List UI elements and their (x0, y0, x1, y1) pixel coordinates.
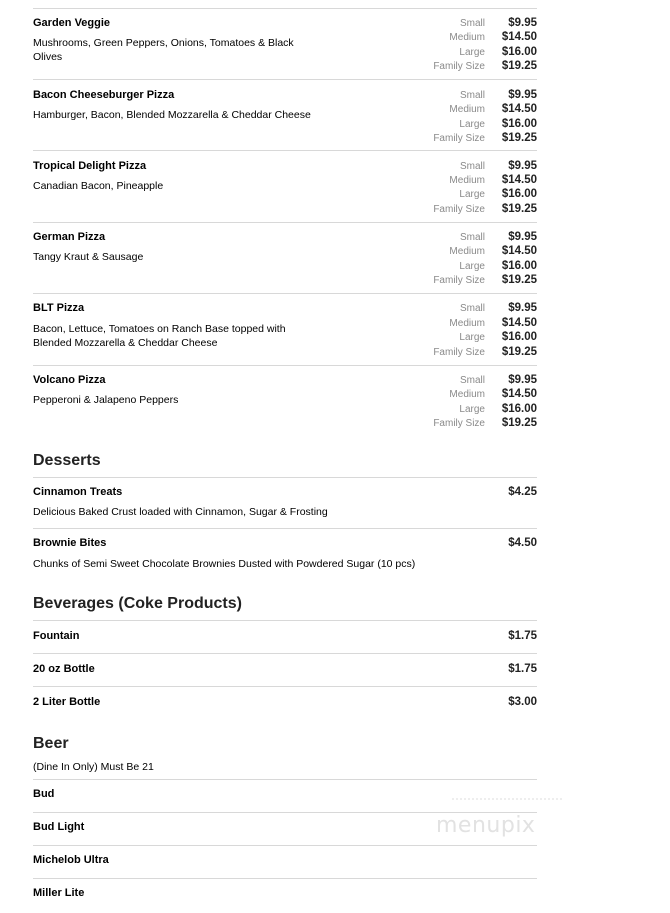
section-note: (Dine In Only) Must Be 21 (33, 761, 154, 773)
size-price: $14.50 (501, 31, 537, 43)
divider (33, 8, 537, 9)
size-price-row (393, 188, 537, 202)
size-label: Large (459, 47, 485, 58)
menu-item-2-liter-bottle (33, 696, 537, 716)
item-price: $1.75 (508, 630, 537, 642)
size-price-row (393, 132, 537, 146)
size-price: $9.95 (508, 160, 537, 172)
size-price: $14.50 (501, 245, 537, 257)
divider (33, 620, 537, 621)
item-description: Bacon, Lettuce, Tomatoes on Ranch Base topped with Blended Mozzarella & Cheddar Cheese (33, 323, 286, 349)
size-price-row (393, 103, 537, 117)
size-price: $16.00 (501, 46, 537, 58)
size-price: $14.50 (501, 174, 537, 186)
size-price-row (393, 31, 537, 45)
size-label: Small (459, 90, 485, 101)
size-price: $16.00 (501, 331, 537, 343)
size-label: Medium (449, 389, 485, 400)
item-description: Pepperoni & Jalapeno Peppers (33, 394, 179, 406)
size-price-row (393, 203, 537, 217)
item-description: Delicious Baked Crust loaded with Cinnamon, Sugar & Frosting (33, 506, 328, 518)
size-label: Large (459, 332, 485, 343)
size-price: $9.95 (508, 374, 537, 386)
size-price-row (393, 260, 537, 274)
size-price: $9.95 (508, 302, 537, 314)
size-price-row (393, 374, 537, 388)
item-description: Canadian Bacon, Pineapple (33, 180, 164, 192)
size-price: $14.50 (501, 103, 537, 115)
divider (33, 150, 537, 151)
item-name: Fountain (33, 630, 80, 642)
menu-item-garden-veggie (33, 17, 537, 77)
size-label: Family Size (433, 133, 485, 144)
size-price: $16.00 (501, 118, 537, 130)
item-price: $4.50 (508, 537, 537, 549)
section-title-beverages: Beverages (Coke Products) (33, 595, 242, 612)
size-price-row (393, 403, 537, 417)
size-price-row (393, 274, 537, 288)
size-label: Small (459, 375, 485, 386)
item-name: Bud Light (33, 821, 85, 833)
size-price-row (393, 245, 537, 259)
item-name: 20 oz Bottle (33, 663, 95, 675)
size-price-row (393, 317, 537, 331)
size-label: Large (459, 404, 485, 415)
size-price-row (393, 89, 537, 103)
size-price: $19.25 (501, 417, 537, 429)
size-label: Family Size (433, 204, 485, 215)
size-label: Medium (449, 246, 485, 257)
divider (33, 528, 537, 529)
size-price-row (393, 174, 537, 188)
size-price: $19.25 (501, 60, 537, 72)
size-label: Large (459, 189, 485, 200)
size-label: Family Size (433, 418, 485, 429)
size-price: $19.25 (501, 346, 537, 358)
watermark-decoration (452, 798, 562, 808)
size-price-row (393, 331, 537, 345)
size-price: $9.95 (508, 89, 537, 101)
size-price-row (393, 388, 537, 402)
size-price-row (393, 17, 537, 31)
size-label: Small (459, 232, 485, 243)
size-price-row (393, 346, 537, 360)
size-label: Small (459, 303, 485, 314)
item-name: Cinnamon Treats (33, 486, 123, 498)
item-name: Bacon Cheeseburger Pizza (33, 89, 175, 101)
item-name: Tropical Delight Pizza (33, 160, 147, 172)
divider (33, 779, 537, 780)
divider (33, 878, 537, 879)
divider (33, 653, 537, 654)
size-label: Family Size (433, 347, 485, 358)
size-price-row (393, 46, 537, 60)
section-title-desserts: Desserts (33, 452, 101, 469)
size-price: $19.25 (501, 132, 537, 144)
size-price-row (393, 60, 537, 74)
size-price: $9.95 (508, 17, 537, 29)
size-label: Medium (449, 318, 485, 329)
menu-item-bacon-cheeseburger-pizza (33, 89, 537, 149)
size-label: Small (459, 161, 485, 172)
size-label: Family Size (433, 275, 485, 286)
size-price: $16.00 (501, 188, 537, 200)
watermark-logo: menupix (436, 813, 536, 838)
item-name: Garden Veggie (33, 17, 111, 29)
size-price-row (393, 231, 537, 245)
divider (33, 686, 537, 687)
size-label: Medium (449, 104, 485, 115)
item-name: Miller Lite (33, 887, 85, 899)
size-price: $16.00 (501, 403, 537, 415)
divider (33, 79, 537, 80)
item-name: Michelob Ultra (33, 854, 109, 866)
item-description: Hamburger, Bacon, Blended Mozzarella & Cheddar Cheese (33, 109, 311, 121)
size-label: Large (459, 119, 485, 130)
item-description: Tangy Kraut & Sausage (33, 251, 144, 263)
size-label: Family Size (433, 61, 485, 72)
item-price: $4.25 (508, 486, 537, 498)
menu-item-german-pizza (33, 231, 537, 291)
item-name: German Pizza (33, 231, 106, 243)
menu-item-brownie-bites (33, 537, 537, 573)
menu-item-tropical-delight-pizza (33, 160, 537, 220)
divider (33, 293, 537, 294)
size-price-row (393, 160, 537, 174)
item-name: Bud (33, 788, 55, 800)
size-label: Medium (449, 32, 485, 43)
size-price: $19.25 (501, 203, 537, 215)
menu-item-blt-pizza (33, 302, 537, 362)
item-name: 2 Liter Bottle (33, 696, 101, 708)
item-price: $3.00 (508, 696, 537, 708)
menu-item-cinnamon-treats (33, 486, 537, 522)
size-price-row (393, 302, 537, 316)
section-title-beer: Beer (33, 735, 69, 752)
size-price: $9.95 (508, 231, 537, 243)
cut-off-previous-item (428, 0, 536, 4)
menu-item-volcano-pizza (33, 374, 537, 434)
item-name: Volcano Pizza (33, 374, 106, 386)
menu-item-20-oz-bottle (33, 663, 537, 683)
size-price-row (393, 118, 537, 132)
size-label: Small (459, 18, 485, 29)
divider (33, 477, 537, 478)
size-price: $16.00 (501, 260, 537, 272)
menu-item-michelob-ultra (33, 854, 537, 874)
size-price: $14.50 (501, 317, 537, 329)
divider (33, 365, 537, 366)
size-price-row (393, 417, 537, 431)
item-description: Mushrooms, Green Peppers, Onions, Tomatoes & Black Olives (33, 37, 294, 63)
size-price: $14.50 (501, 388, 537, 400)
item-name: BLT Pizza (33, 302, 85, 314)
divider (33, 222, 537, 223)
size-label: Large (459, 261, 485, 272)
menu-item-fountain (33, 630, 537, 650)
divider (33, 845, 537, 846)
item-name: Brownie Bites (33, 537, 107, 549)
menu-item-miller-lite (33, 887, 537, 907)
item-description: Chunks of Semi Sweet Chocolate Brownies Dusted with Powdered Sugar (10 pcs) (33, 558, 416, 570)
item-price: $1.75 (508, 663, 537, 675)
size-label: Medium (449, 175, 485, 186)
size-price: $19.25 (501, 274, 537, 286)
